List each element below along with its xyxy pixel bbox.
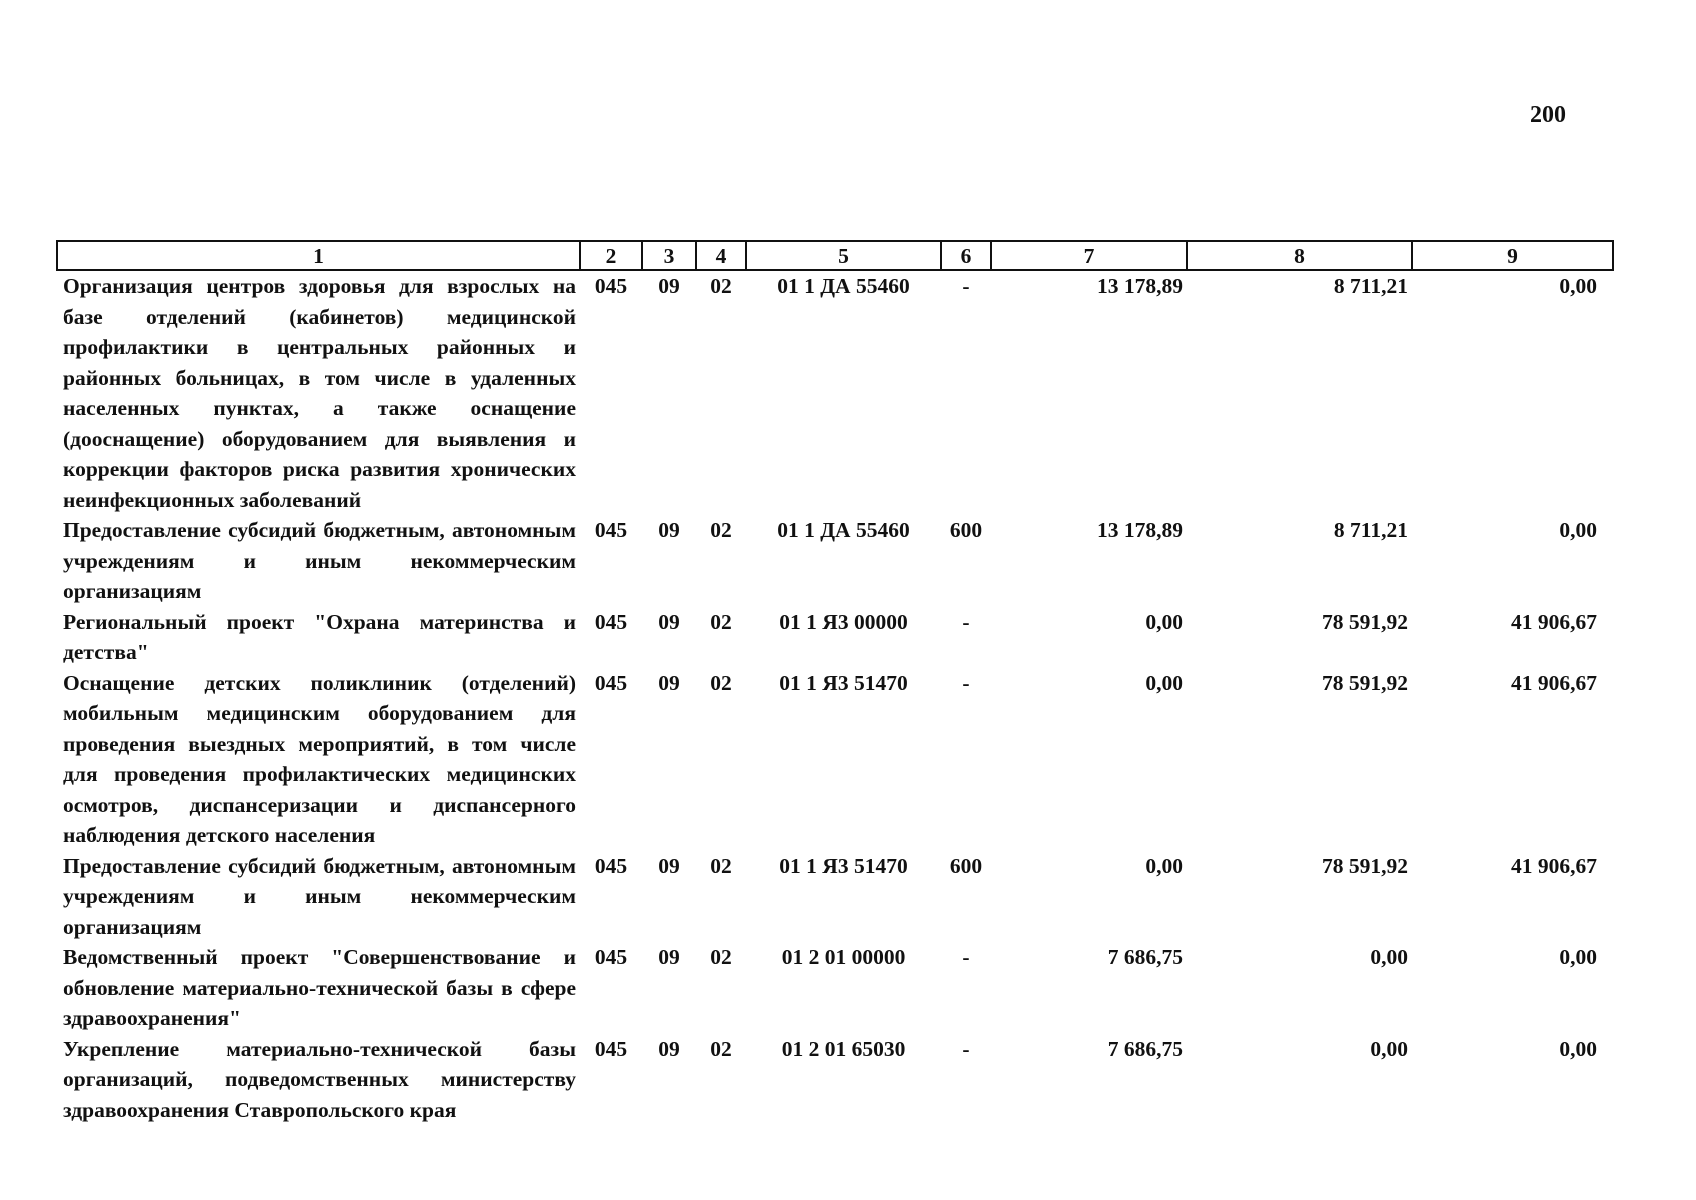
section-code: 09 (658, 945, 680, 969)
ministry-code: 045 (594, 518, 628, 542)
expense-type-code: 600 (949, 853, 983, 878)
ministry-code: 045 (594, 274, 628, 298)
target-article-code: 01 1 ДА 55460 (777, 274, 910, 298)
subsection-code: 02 (710, 518, 732, 542)
header-cell: 1 (57, 241, 580, 270)
header-cell: 9 (1412, 241, 1613, 270)
amount-col8: 8 711,21 (1333, 274, 1408, 298)
subsection-code: 02 (710, 670, 732, 695)
amount-col7: 13 178,89 (1097, 518, 1183, 542)
target-article-code: 01 2 01 65030 (781, 1036, 906, 1061)
row-name: Региональный проект "Охрана материнства и детства" (63, 609, 576, 664)
amount-col7: 0,00 (1145, 609, 1183, 634)
target-article-code: 01 1 Я3 51470 (779, 853, 908, 878)
header-cell: 8 (1187, 241, 1412, 270)
table-row (57, 851, 1613, 943)
amount-col8: 0,00 (1370, 1036, 1408, 1061)
section-code: 09 (658, 853, 680, 878)
expense-type-code: 600 (949, 518, 983, 542)
subsection-code: 02 (710, 945, 732, 969)
row-name: Организация центров здоровья для взрослых на базе отделений (кабинетов) медицинской профилактики в центральных районных и районных больницах, в том числе в удаленных населенных пунктах, а также оснащение (дооснащение) оборудованием для выявления и коррекции факторов риска развития хронических неинфекционных заболеваний (63, 274, 576, 512)
amount-col7: 7 686,75 (1107, 945, 1183, 969)
header-cell: 3 (642, 241, 696, 270)
ministry-code: 045 (594, 853, 628, 878)
header-cell: 5 (746, 241, 941, 270)
amount-col8: 0,00 (1370, 945, 1408, 969)
target-article-code: 01 1 ДА 55460 (777, 518, 910, 542)
amount-col8: 78 591,92 (1322, 609, 1408, 634)
amount-col8: 78 591,92 (1322, 853, 1408, 878)
header-cell: 6 (941, 241, 991, 270)
amount-col9: 41 906,67 (1511, 670, 1597, 695)
row-name: Оснащение детских поликлиник (отделений) мобильным медицинским оборудованием для проведения выездных мероприятий, в том числе для проведения профилактических медицинских осмотров, диспансеризации и диспансерного наблюдения детского населения (63, 670, 576, 847)
header-cell: 7 (991, 241, 1187, 270)
header-row (57, 241, 1613, 270)
ministry-code: 045 (594, 670, 628, 695)
subsection-code: 02 (710, 274, 732, 298)
target-article-code: 01 1 Я3 51470 (779, 670, 908, 695)
budget-table (56, 240, 1614, 1125)
target-article-code: 01 2 01 00000 (781, 945, 906, 969)
subsection-code: 02 (710, 1036, 732, 1061)
section-code: 09 (658, 518, 680, 542)
section-code: 09 (658, 274, 680, 298)
section-code: 09 (658, 609, 680, 634)
amount-col9: 41 906,67 (1511, 853, 1597, 878)
subsection-code: 02 (710, 853, 732, 878)
amount-col8: 78 591,92 (1322, 670, 1408, 695)
row-name: Укрепление материально-технической базы организаций, подведомственных министерству здравоохранения Ставропольского края (63, 1036, 576, 1122)
amount-col9: 0,00 (1559, 518, 1597, 542)
table-row (57, 1034, 1613, 1126)
ministry-code: 045 (594, 609, 628, 634)
table-row (57, 942, 1613, 1034)
expense-type-code: - (962, 670, 970, 695)
subsection-code: 02 (710, 609, 732, 634)
header-cell: 2 (580, 241, 642, 270)
amount-col9: 0,00 (1559, 274, 1597, 298)
ministry-code: 045 (594, 945, 628, 969)
expense-type-code: - (962, 609, 970, 634)
amount-col7: 0,00 (1145, 853, 1183, 878)
amount-col7: 7 686,75 (1107, 1036, 1183, 1061)
amount-col8: 8 711,21 (1333, 518, 1408, 542)
row-name: Предоставление субсидий бюджетным, автономным учреждениям и иным некоммерческим организациям (63, 853, 576, 939)
expense-type-code: - (962, 1036, 970, 1061)
amount-col7: 0,00 (1145, 670, 1183, 695)
amount-col9: 0,00 (1559, 945, 1597, 969)
table-row (57, 668, 1613, 851)
table-row (57, 607, 1613, 668)
expense-type-code: - (962, 274, 970, 298)
ministry-code: 045 (594, 1036, 628, 1061)
table-row (57, 515, 1613, 607)
amount-col7: 13 178,89 (1097, 274, 1183, 298)
row-name: Предоставление субсидий бюджетным, автономным учреждениям и иным некоммерческим организациям (63, 518, 576, 603)
target-article-code: 01 1 Я3 00000 (779, 609, 908, 634)
section-code: 09 (658, 1036, 680, 1061)
page-number: 200 (1530, 102, 1566, 128)
header-cell: 4 (696, 241, 746, 270)
table-row (57, 270, 1613, 515)
expense-type-code: - (962, 945, 970, 969)
amount-col9: 41 906,67 (1511, 609, 1597, 634)
row-name: Ведомственный проект "Совершенствование и обновление материально-технической базы в сфере здравоохранения" (63, 945, 576, 1030)
section-code: 09 (658, 670, 680, 695)
amount-col9: 0,00 (1559, 1036, 1597, 1061)
